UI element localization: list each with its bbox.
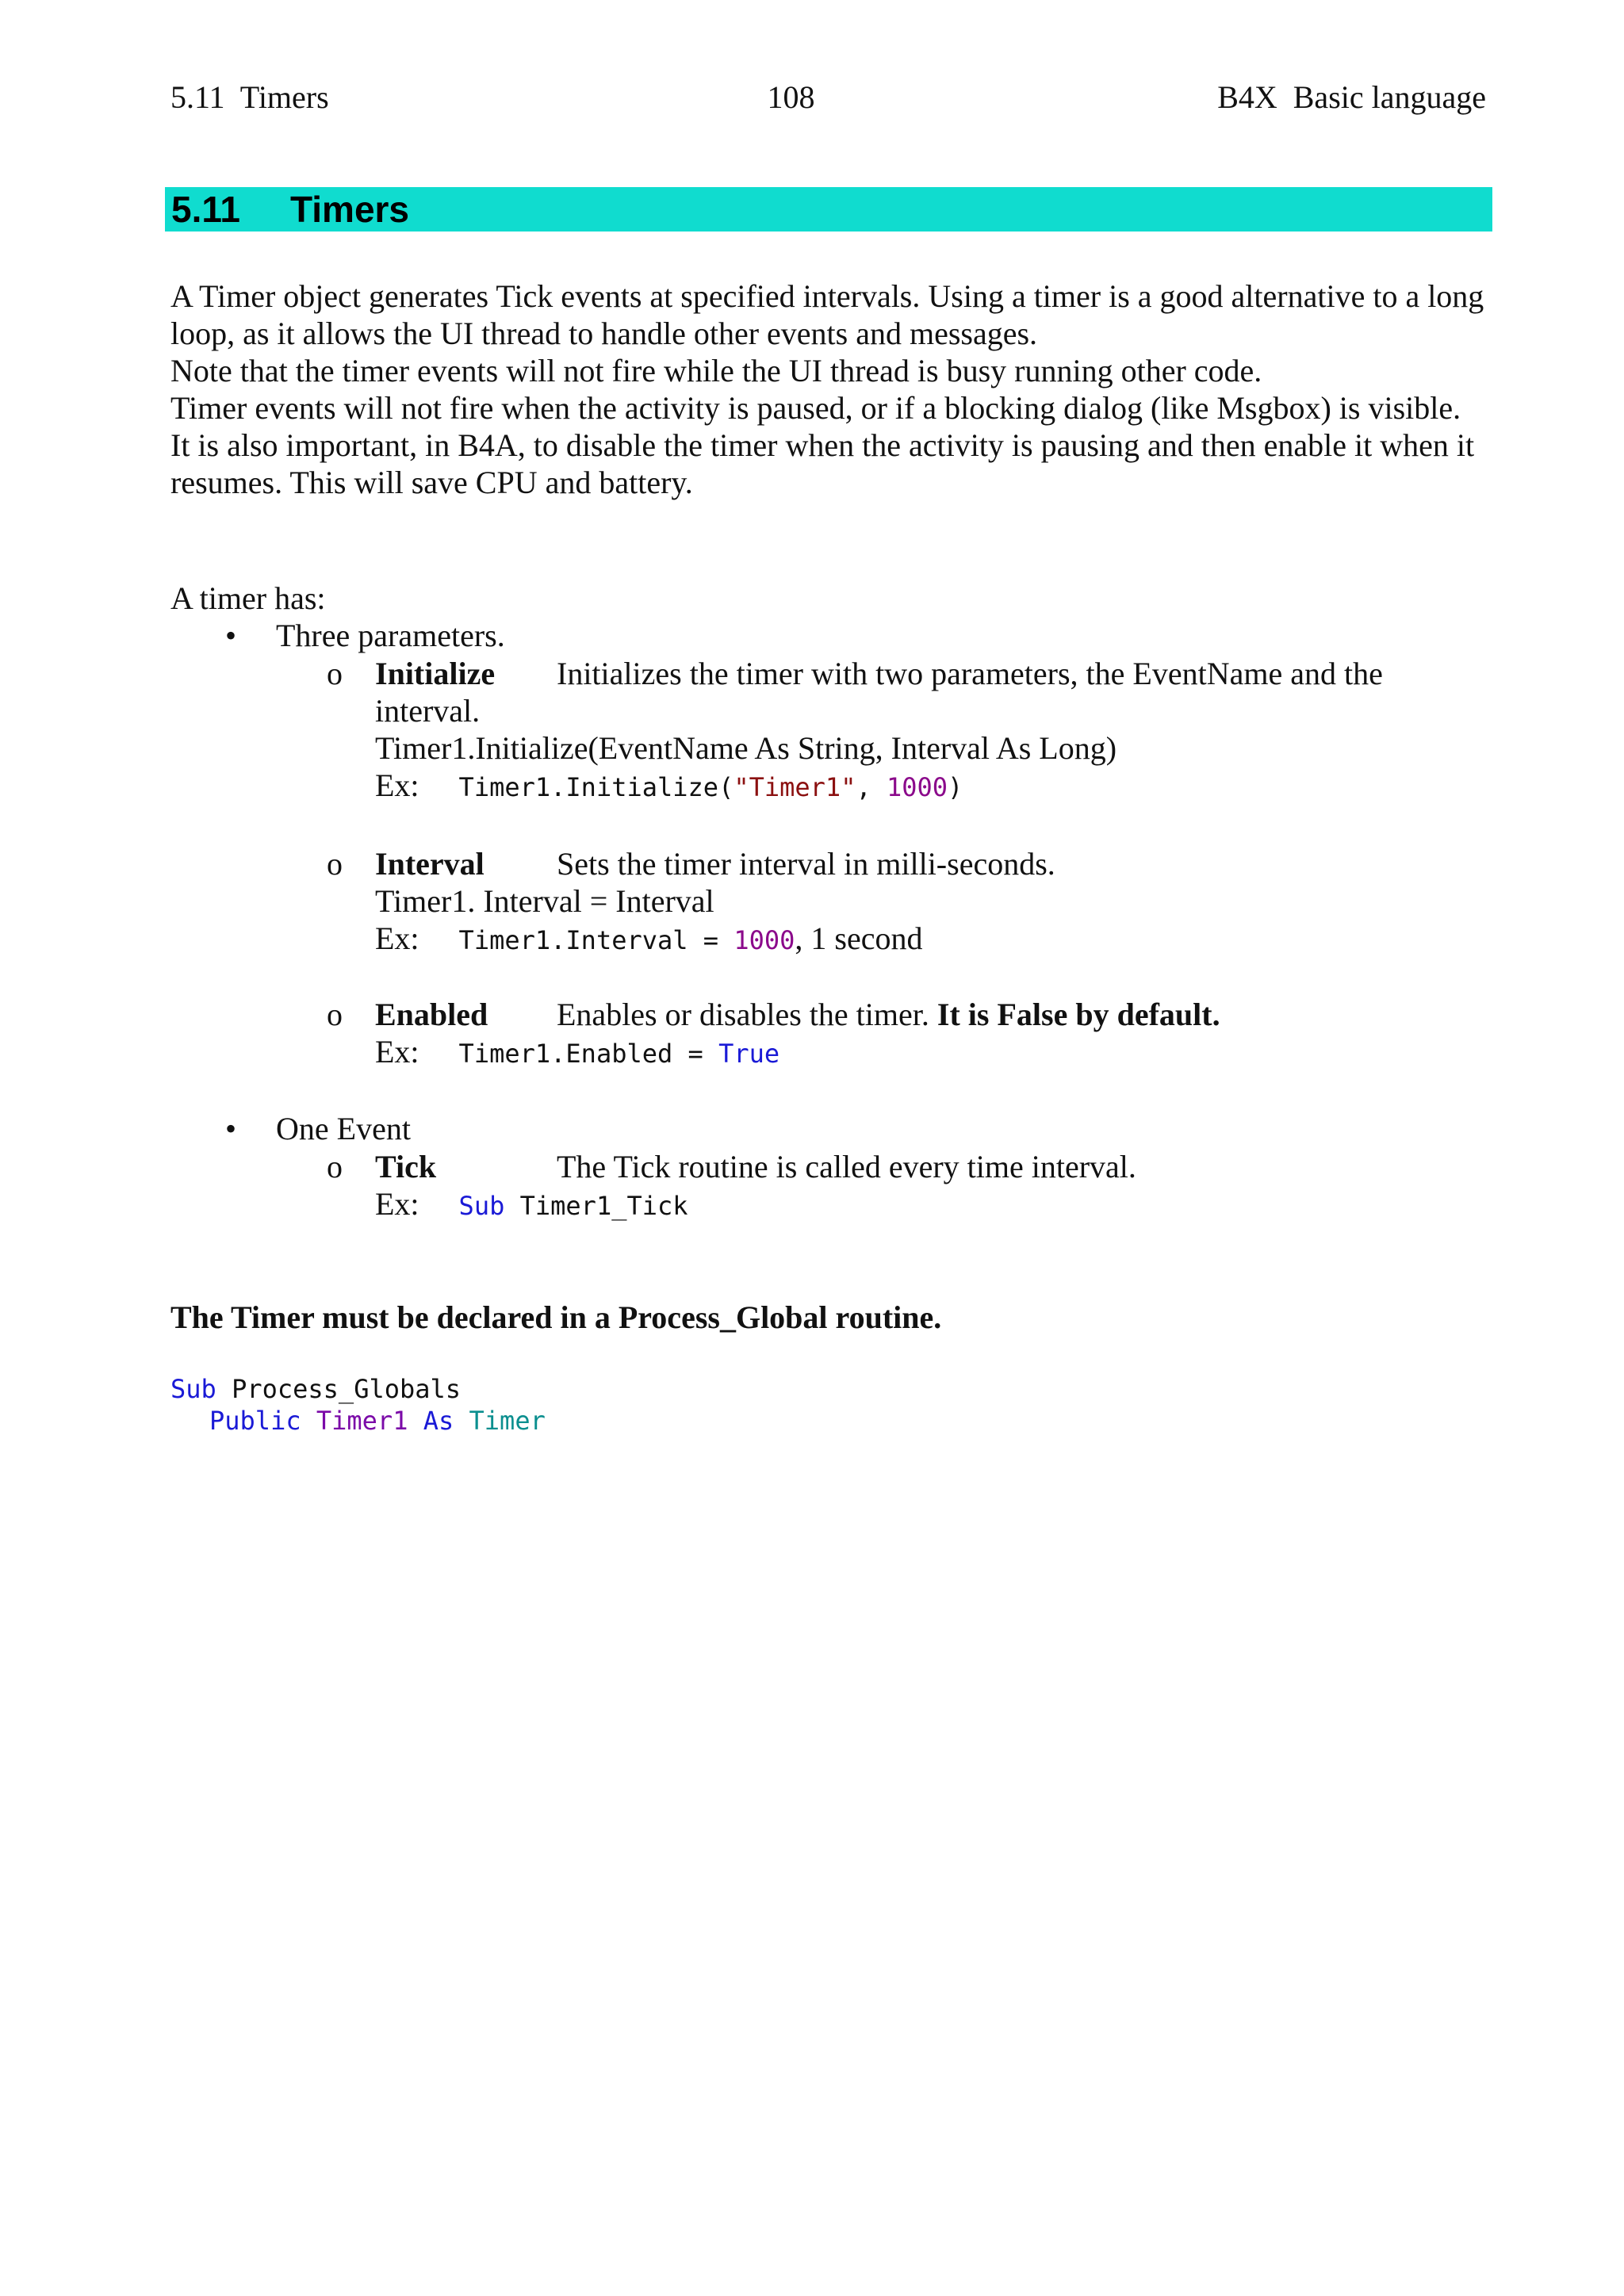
code-text: Process_Globals — [216, 1374, 462, 1404]
code-text: , — [856, 772, 887, 802]
code-keyword: Sub — [170, 1374, 216, 1404]
example-tick — [375, 1185, 688, 1225]
section-number: 5.11 — [171, 189, 240, 230]
sub-bullet-icon: o — [327, 997, 343, 1032]
timer-has-label: A timer has: — [170, 580, 326, 616]
param-name-interval: Interval — [375, 846, 485, 882]
param-desc-interval: Sets the timer interval in milli-seconds. — [557, 846, 1055, 882]
section-title: Timers — [290, 189, 410, 230]
bullet-icon: • — [225, 1111, 237, 1146]
code-keyword: True — [718, 1039, 780, 1069]
event-name-tick: Tick — [375, 1149, 437, 1184]
code-text: Timer1.Initialize( — [458, 772, 734, 802]
event-desc-tick: The Tick routine is called every time interval. — [557, 1149, 1136, 1184]
sub-bullet-icon: o — [327, 846, 343, 882]
code-line-1 — [170, 1372, 461, 1405]
param-desc-text: Enables or disables the timer. — [557, 997, 937, 1032]
example-initialize — [375, 767, 963, 806]
code-keyword: As — [423, 1406, 454, 1436]
code-keyword: Public — [209, 1406, 301, 1436]
example-label: Ex: — [375, 1186, 419, 1222]
intro-paragraph: It is also important, in B4A, to disable the timer when the activity is pausing and then enable it when it resumes. This will save CPU and battery. — [170, 427, 1475, 500]
code-text: ) — [948, 772, 963, 802]
intro-paragraph: Timer events will not fire when the activity is paused, or if a blocking dialog (like Msgbox) is visible. — [170, 390, 1461, 426]
param-name-enabled: Enabled — [375, 997, 488, 1032]
page-number: 108 — [767, 79, 815, 115]
intro-paragraph: A Timer object generates Tick events at specified intervals. Using a timer is a good alternative to a long loop, as it allows the UI thread to handle other events and messages. — [170, 278, 1484, 351]
code-text: Timer1_Tick — [504, 1191, 688, 1221]
param-desc-initialize-cont: interval. — [375, 693, 481, 729]
code-keyword: Sub — [458, 1191, 505, 1221]
param-desc-emphasis: It is False by default. — [936, 997, 1220, 1032]
running-header-right: B4X Basic language — [1217, 79, 1486, 115]
example-label: Ex: — [375, 920, 419, 956]
example-label: Ex: — [375, 1034, 419, 1070]
code-text: Timer1.Interval = — [458, 925, 734, 955]
example-enabled — [375, 1033, 779, 1073]
param-desc-enabled — [557, 996, 1220, 1033]
sub-bullet-icon: o — [327, 656, 343, 691]
example-interval — [375, 920, 922, 959]
bullet-icon: • — [225, 618, 237, 653]
param-signature-interval: Timer1. Interval = Interval — [375, 883, 714, 919]
declaration-note: The Timer must be declared in a Process_Global routine. — [170, 1299, 942, 1335]
code-line-2 — [209, 1403, 546, 1437]
code-number: 1000 — [733, 925, 795, 955]
sub-bullet-icon: o — [327, 1149, 343, 1184]
code-text: Timer1.Enabled = — [458, 1039, 719, 1069]
intro-paragraph: Note that the timer events will not fire while the UI thread is busy running other code. — [170, 353, 1262, 388]
running-header-left: 5.11 Timers — [170, 79, 329, 115]
example-label: Ex: — [375, 767, 419, 803]
section-heading — [165, 187, 1492, 232]
params-heading: Three parameters. — [276, 618, 505, 653]
param-name-initialize: Initialize — [375, 656, 496, 691]
intro-text — [170, 277, 1503, 501]
code-variable: Timer1 — [316, 1406, 408, 1436]
code-number: 1000 — [886, 772, 948, 802]
param-signature-initialize: Timer1.Initialize(EventName As String, Interval As Long) — [375, 730, 1117, 766]
example-note: , 1 second — [795, 920, 923, 956]
code-string: "Timer1" — [733, 772, 856, 802]
param-desc-initialize: Initializes the timer with two parameters, the EventName and the — [557, 656, 1383, 691]
code-type: Timer — [469, 1406, 546, 1436]
events-heading: One Event — [276, 1111, 411, 1146]
